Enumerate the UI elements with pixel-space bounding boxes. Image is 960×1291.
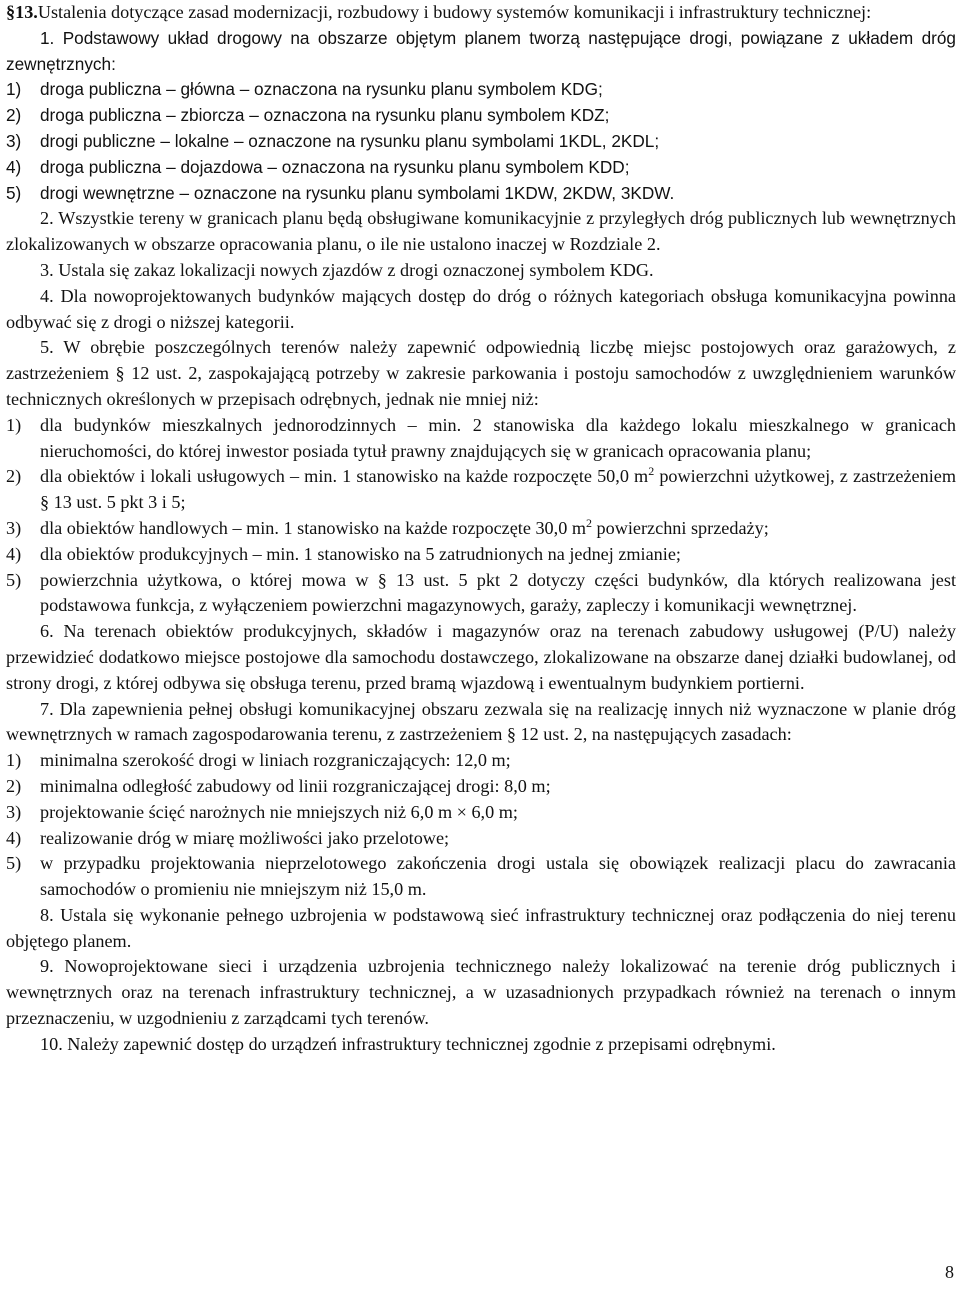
list-item: 3) dla obiektów handlowych – min. 1 stanowisko na każde rozpoczęte 30,0 $m^2$ powierzchni sprzedaży; xyxy=(6,515,769,538)
paragraph-8: 8. Ustala się wykonanie pełnego uzbrojenia w podstawową sieć infrastruktury technicznej oraz podłączenia do niej terenu objętego planem. xyxy=(6,904,956,951)
list-item: 2) droga publiczna – zbiorcza – oznaczona na rysunku planu symbolem KDZ; xyxy=(6,105,610,126)
list-item: 1) dla budynków mieszkalnych jednorodzinnych – min. 2 stanowiska dla każdego lokalu mieszkalnego w granicach nieruchomości, do której inwestor posiada tytuł prawny znajdujących się w granicach opracowania planu; xyxy=(6,414,956,461)
list-item: 1) minimalna szerokość drogi w liniach rozgraniczających: 12,0 m; xyxy=(6,750,511,771)
paragraph-7: 7. Dla zapewnienia pełnej obsługi komunikacyjnej obszaru zezwala się na realizację innych niż wyznaczone w planie dróg wewnętrznych w ramach zagospodarowania terenu, z zastrzeżeniem § 12 ust. 2, na następujących zasadach: xyxy=(6,698,956,745)
list-item: 5) drogi wewnętrzne – oznaczone na rysunku planu symbolami 1KDW, 2KDW, 3KDW. xyxy=(6,182,675,203)
list-item: 4) droga publiczna – dojazdowa – oznaczona na rysunku planu symbolem KDD; xyxy=(6,156,630,177)
document-page xyxy=(6,0,956,1058)
section-title: Ustalenia dotyczące zasad modernizacji, rozbudowy i budowy systemów komunikacji i infrastruktury technicznej: xyxy=(37,2,872,22)
section-number: §13. xyxy=(6,2,38,22)
paragraph-5: 5. W obrębie poszczególnych terenów należy zapewnić odpowiednią liczbę miejsc postojowych oraz garażowych, z zastrzeżeniem § 12 ust. 2, zaspokajającą potrzeby w zakresie parkowania i postoju samochodów z uwzględnieniem warunków technicznych określonych w przepisach odrębnych, jednak nie mniej niż: xyxy=(6,337,956,409)
paragraph-3: 3. Ustala się zakaz lokalizacji nowych zjazdów z drogi oznaczonej symbolem KDG. xyxy=(40,259,654,280)
list-5 xyxy=(6,413,956,619)
list-item: 4) realizowanie dróg w miarę możliwości jako przelotowe; xyxy=(6,827,450,848)
list-item: 5) w przypadku projektowania nieprzelotowego zakończenia drogi ustala się obowiązek realizacji placu do zawracania samochodów o promieniu nie mniejszym niż 15,0 m. xyxy=(6,853,956,900)
list-item: 4) dla obiektów produkcyjnych – min. 1 stanowisko na 5 zatrudnionych na jednej zmianie; xyxy=(6,543,681,564)
paragraph-2: 2. Wszystkie tereny w granicach planu będą obsługiwane komunikacyjnie z przyległych dróg publicznych lub wewnętrznych zlokalizowanych w obszarze opracowania planu, o ile nie ustalono inaczej w Rozdziale 2. xyxy=(6,208,956,255)
paragraph-10: 10. Należy zapewnić dostęp do urządzeń infrastruktury technicznej zgodnie z przepisami odrębnymi. xyxy=(40,1033,776,1054)
page-number: 8 xyxy=(945,1262,954,1282)
list-7 xyxy=(6,748,956,903)
paragraph-6: 6. Na terenach obiektów produkcyjnych, składów i magazynów oraz na terenach zabudowy usługowej (P/U) należy przewidzieć dodatkowo miejsce postojowe dla samochodu dostawczego, zlokalizowane na obszarze danej działki budowlanej, od strony drogi, z której odbywa się obsługa terenu, przed bramą wjazdową i ewentualnym budynkiem portierni. xyxy=(6,621,956,693)
list-item: 3) drogi publiczne – lokalne – oznaczone na rysunku planu symbolami 1KDL, 2KDL; xyxy=(6,130,660,151)
list-item: 2) minimalna odległość zabudowy od linii rozgraniczającej drogi: 8,0 m; xyxy=(6,775,551,796)
list-item: 3) projektowanie ścięć narożnych nie mniejszych niż 6,0 m × 6,0 m; xyxy=(6,801,518,822)
paragraph-9: 9. Nowoprojektowane sieci i urządzenia uzbrojenia technicznego należy lokalizować na terenie dróg publicznych i wewnętrznych oraz na terenach infrastruktury technicznej, a w uzasadnionych przypadkach również na terenach o innym przeznaczeniu, w uzgodnieniu z zarządcami tych terenów. xyxy=(6,956,956,1029)
section-heading xyxy=(6,0,956,26)
list-item: 1) droga publiczna – główna – oznaczona na rysunku planu symbolem KDG; xyxy=(6,79,603,100)
paragraph-1: 1. Podstawowy układ drogowy na obszarze objętym planem tworzą następujące drogi, powiązane z układem dróg zewnętrznych: xyxy=(6,27,956,74)
list-1 xyxy=(6,77,956,206)
paragraph-4: 4. Dla nowoprojektowanych budynków mających dostęp do dróg o różnych kategoriach obsługa komunikacyjna powinna odbywać się z drogi o niższej kategorii. xyxy=(6,285,956,332)
list-item: 2) dla obiektów i lokali usługowych – min. 1 stanowisko na każde rozpoczęte 50,0 $m^2$ powierzchni użytkowej, z zastrzeżeniem § 13 ust. 5 pkt 3 i 5; xyxy=(6,464,956,513)
superscript: 2 xyxy=(586,515,592,530)
list-item: 5) powierzchnia użytkowa, o której mowa w § 13 ust. 5 pkt 2 dotyczy części budynków, dla których realizowana jest podstawowa funkcja, z wyłączeniem powierzchni magazynowych, garaży, zapleczy i komunikacji wewnętrznej. xyxy=(6,569,956,616)
superscript: 2 xyxy=(648,464,655,479)
